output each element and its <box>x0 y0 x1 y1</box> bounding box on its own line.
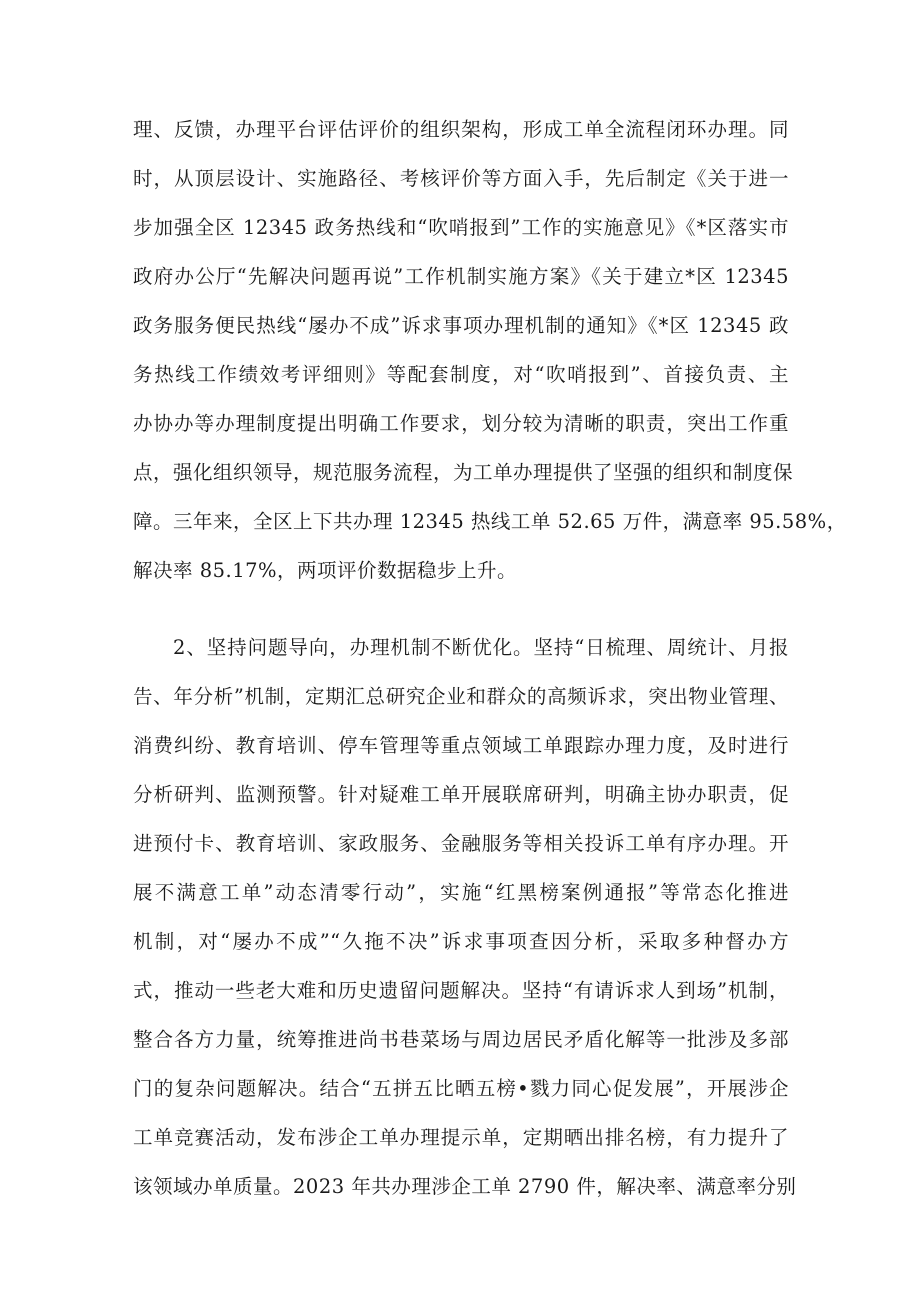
text-line: 政府办公厅“先解决问题再说”工作机制实施方案》《关于建立*区 12345 <box>133 265 789 288</box>
text-line: 政务服务便民热线“屡办不成”诉求事项办理机制的通知》《*区 12345 政 <box>133 314 789 337</box>
text-line: 步加强全区 12345 政务热线和“吹哨报到”工作的实施意见》《*区落实市 <box>133 216 789 239</box>
text-line: 理、反馈，办理平台评估评价的组织架构，形成工单全流程闭环办理。同 <box>133 118 789 141</box>
text-line: 门的复杂问题解决。结合“五拼五比晒五榜•戮力同心促发展”，开展涉企 <box>133 1077 789 1100</box>
text-line: 整合各方力量，统筹推进尚书巷菜场与周边居民矛盾化解等一批涉及多部 <box>133 1028 789 1051</box>
text-line: 机制，对“屡办不成”“久拖不决”诉求事项查因分析，采取多种督办方 <box>133 930 789 953</box>
text-line: 解决率 85.17%，两项评价数据稳步上升。 <box>133 559 518 582</box>
text-line: 点，强化组织领导，规范服务流程，为工单办理提供了坚强的组织和制度保 <box>133 461 794 484</box>
text-line: 障。三年来，全区上下共办理 12345 热线工单 52.65 万件，满意率 95.58%， <box>133 510 847 533</box>
text-line: 时，从顶层设计、实施路径、考核评价等方面入手，先后制定《关于进一 <box>133 167 789 190</box>
text-line: 告、年分析”机制，定期汇总研究企业和群众的高频诉求，突出物业管理、 <box>133 685 789 708</box>
text-line: 工单竞赛活动，发布涉企工单办理提示单，定期晒出排名榜，有力提升了 <box>133 1126 789 1149</box>
text-line: 分析研判、监测预警。针对疑难工单开展联席研判，明确主协办职责，促 <box>133 783 789 806</box>
text-line: 展不满意工单”动态清零行动”，实施“红黑榜案例通报”等常态化推进 <box>133 881 789 904</box>
text-line: 消费纠纷、教育培训、停车管理等重点领域工单跟踪办理力度，及时进行 <box>133 734 789 757</box>
text-line: 式，推动一些老大难和历史遗留问题解决。坚持“有请诉求人到场”机制， <box>133 979 789 1002</box>
text-line: 进预付卡、教育培训、家政服务、金融服务等相关投诉工单有序办理。开 <box>133 832 789 855</box>
text-line: 办协办等办理制度提出明确工作要求，划分较为清晰的职责，突出工作重 <box>133 412 789 435</box>
text-line: 2、坚持问题导向，办理机制不断优化。坚持“日梳理、周统计、月报 <box>173 636 789 659</box>
text-line: 该领域办单质量。2023 年共办理涉企工单 2790 件，解决率、满意率分别 <box>133 1175 797 1198</box>
text-line: 务热线工作绩效考评细则》等配套制度，对“吹哨报到”、首接负责、主 <box>133 363 789 386</box>
